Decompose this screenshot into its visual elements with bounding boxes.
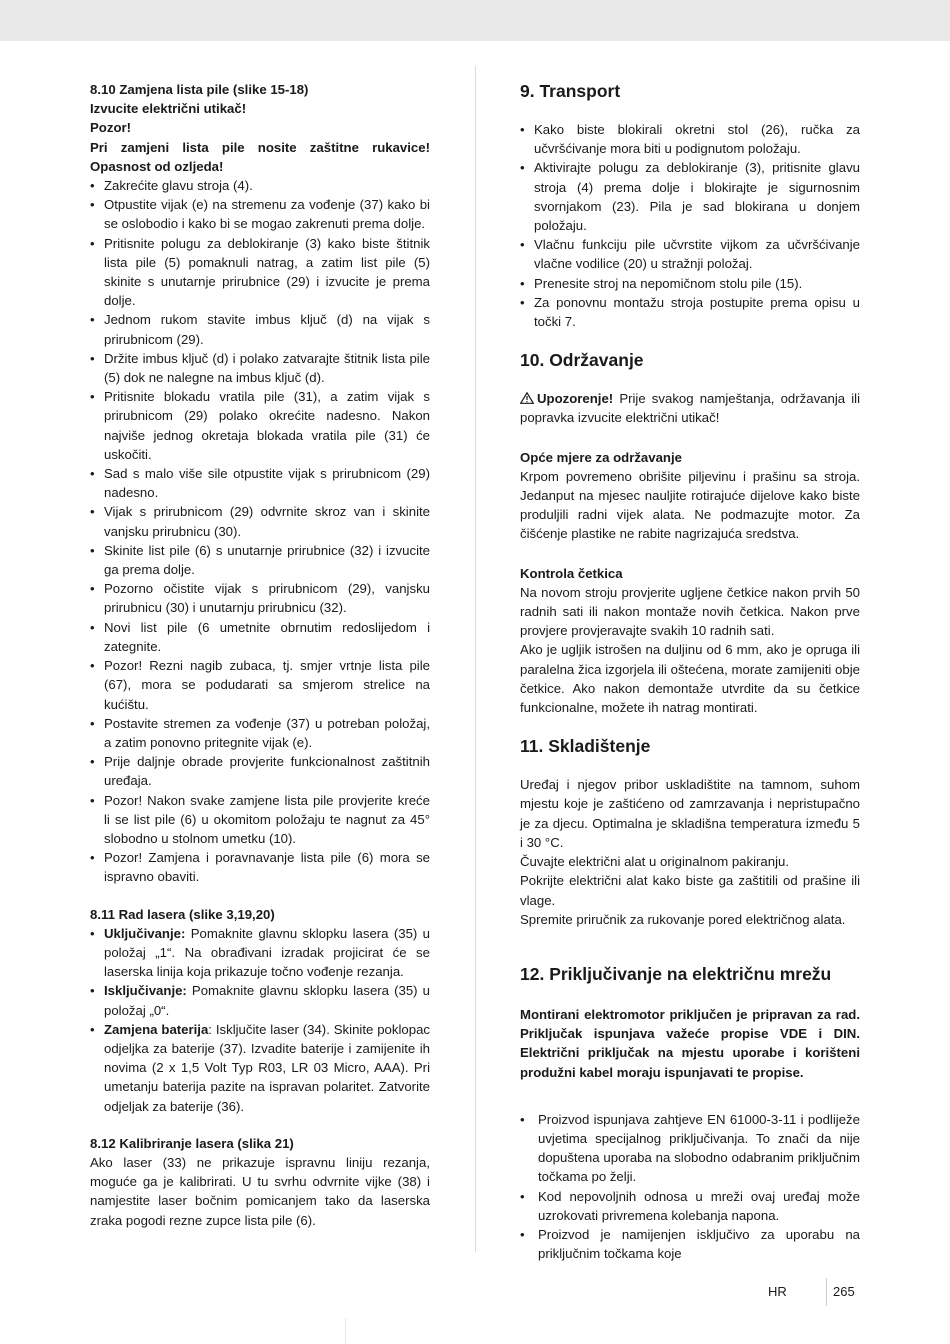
- footer-divider: [826, 1278, 827, 1306]
- footer-language: HR: [768, 1284, 787, 1299]
- list-item: • Pozor! Rezni nagib zubaca, tj. smjer vrtnje lista pile (67), mora se podudarati sa smjerom strelice na kućištu.: [90, 656, 430, 714]
- list-item: • Pritisnite blokadu vratila pile (31), a zatim vijak s prirubnicom (29) polako okrećite nadesno. Nakon najviše jednog okretaja blokada vratila pile (31) će uskočiti.: [90, 387, 430, 464]
- paragraph: Montirani elektromotor priključen je pripravan za rad. Priključak ispunjava važeće propise VDE i DIN. Električni priključak na mjestu uporabe i korišteni produžni kabel moraju ispunjavati te propise.: [520, 1006, 860, 1080]
- list-item: • Zakrećite glavu stroja (4).: [90, 176, 430, 195]
- list-item: • Sad s malo više sile otpustite vijak s prirubnicom (29) nadesno.: [90, 464, 430, 502]
- paragraph: Ako laser (33) ne prikazuje ispravnu liniju rezanja, moguće ga je kalibrirati. U tu svrhu odvrnite vijke (38) i namjestite laser bočnim pomicanjem tako da laserska zraka pogodi rezne zupce lista pile (6).: [90, 1154, 430, 1228]
- paragraph: Krpom povremeno obrišite piljevinu i prašinu sa stroja. Jedanput na mjesec nauljite rotirajuće dijelove kako biste produljili radni vijek alata. Ne podmazujte motor. Za čišćenje plastike ne rabite nagrizajuća sredstva.: [520, 468, 860, 542]
- item-text: Pomaknite glavnu sklopku lasera (35) u položaj „1“. Na obrađivani izradak projicirat će se laserska linija koja prikazuje točno vođenje rezanja.: [104, 925, 430, 980]
- list-item: • Aktivirajte polugu za deblokiranje (3), pritisnite glavu stroja (4) prema dolje i blokirajte je sigurnosnim svornjakom (23). Pila je sad blokirana u donjem položaju.: [520, 158, 860, 235]
- section-heading: 9. Transport: [520, 81, 621, 101]
- list-item: • Proizvod je namijenjen isključivo za uporabu na priključnim točkama koje: [520, 1225, 860, 1263]
- page-edge-mark: [345, 1318, 346, 1344]
- item-text: : Isključite laser (34). Skinite poklopac odjeljka za baterije (37). Izvadite baterije i zamijenite ih novima (2 x 1,5 Volt Typ R03, LR 03 Micro, AAA). Pri umetanju baterija pazite na ispravan polaritet. Zatvorite odjeljak za baterije (36).: [104, 1021, 430, 1114]
- warning-text: Prije svakog namještanja, održavanja ili popravka izvucite električni utikač!: [520, 391, 860, 426]
- list-item: • Kako biste blokirali okretni stol (26), ručka za učvršćivanje mora biti u podignutom položaju.: [520, 120, 860, 158]
- paragraph: Ako je ugljik istrošen na duljinu od 6 mm, ako je opruga ili paralelna žica izgorjela ili oštećena, morate zamijeniti obje četkice. Ako nakon demontaže utvrdite da su četkice funkcionalne, možete ih natrag montirati.: [520, 642, 860, 716]
- list-item: • Proizvod ispunjava zahtjeve EN 61000-3-11 i podliježe uvjetima specijalnog priključivanja. To znači da nije dopuštena uporaba na slobodno odabranim priključnim točkama po želji.: [520, 1110, 860, 1187]
- list-item: [90, 981, 430, 1019]
- column-divider: [475, 66, 476, 1252]
- list-item: [90, 924, 430, 982]
- list-item: • Prenesite stroj na nepomičnom stolu pile (15).: [520, 274, 860, 293]
- list-item: • Novi list pile (6 umetnite obrnutim redoslijedom i zategnite.: [90, 618, 430, 656]
- item-label: Zamjena baterija: [104, 1021, 209, 1037]
- section-8-12: [90, 1134, 430, 1230]
- section-heading: 10. Održavanje: [520, 350, 644, 371]
- paragraph: Pokrijte električni alat kako biste ga zaštitili od prašine ili vlage.: [520, 873, 860, 908]
- list-item: • Otpustite vijak (e) na stremenu za vođenje (37) kako bi se oslobodio i kako bi se mogao zakrenuti prema dolje.: [90, 195, 430, 233]
- top-bar: [0, 0, 950, 41]
- left-column: [90, 80, 430, 1230]
- list-item: • Pozorno očistite vijak s prirubnicom (29), vanjsku prirubnicu (30) i unutarnju prirubnicu (32).: [90, 579, 430, 617]
- list-item: • Kod nepovoljnih odnosa u mreži ovaj uređaj može uzrokovati privremena kolebanja napona.: [520, 1187, 860, 1225]
- warning-triangle-icon: [520, 392, 534, 404]
- paragraph: Na novom stroju provjerite ugljene četkice nakon prvih 50 radnih sati ili nakon montaže novih četkica. Nakon prve provjere provjeravajte svakih 10 radnih sati.: [520, 584, 860, 639]
- paragraph: Uređaj i njegov pribor uskladištite na tamnom, suhom mjestu koje je zaštićeno od zamrzavanja i nepristupačno je za djecu. Optimalna je skladišna temperatura između 5 i 30 °C.: [520, 777, 860, 850]
- subheading: Opće mjere za održavanje: [520, 449, 682, 465]
- list-item: • Za ponovnu montažu stroja postupite prema opisu u točki 7.: [520, 293, 860, 331]
- list-item: • Pozor! Zamjena i poravnavanje lista pile (6) mora se ispravno obaviti.: [90, 848, 430, 886]
- item-text: Pomaknite glavnu sklopku lasera (35) u položaj „0“.: [104, 983, 430, 1018]
- power-list: [520, 1110, 860, 1264]
- paragraph: Spremite priručnik za rukovanje pored električnog alata.: [520, 911, 846, 927]
- section-8-11: [90, 905, 430, 1116]
- steps-list: [90, 176, 430, 887]
- warning-label: Upozorenje!: [537, 391, 614, 407]
- section-heading: 8.11 Rad lasera (slike 3,19,20): [90, 906, 275, 922]
- section-heading: 8.10 Zamjena lista pile (slike 15-18): [90, 82, 309, 97]
- paragraph: Čuvajte električni alat u originalnom pakiranju.: [520, 854, 790, 870]
- unplug-notice: Izvucite električni utikač!: [90, 101, 247, 117]
- section-heading: 12. Priključivanje na električnu mrežu: [520, 963, 832, 984]
- list-item: • Prije daljnje obrade provjerite funkcionalnost zaštitnih uređaja.: [90, 752, 430, 790]
- laser-list: [90, 924, 430, 1116]
- right-column: [520, 80, 860, 1263]
- list-item: • Postavite stremen za vođenje (37) u potreban položaj, a zatim ponovno pritegnite vijak (e).: [90, 714, 430, 752]
- list-item: • Vijak s prirubnicom (29) odvrnite skroz van i skinite vanjsku prirubnicu (30).: [90, 502, 430, 540]
- section-8-10: [90, 80, 430, 887]
- caution-label: Pozor!: [90, 120, 132, 136]
- list-item: • Vlačnu funkciju pile učvrstite vijkom za učvršćivanje vlačne vodilice (20) u stražnji položaj.: [520, 235, 860, 273]
- section-heading: 8.12 Kalibriranje lasera (slika 21): [90, 1135, 294, 1151]
- transport-list: [520, 120, 860, 331]
- subheading: Kontrola četkica: [520, 565, 623, 581]
- list-item: • Jednom rukom stavite imbus ključ (d) na vijak s prirubnicom (29).: [90, 310, 430, 348]
- list-item: • Pritisnite polugu za deblokiranje (3) kako biste štitnik lista pile (5) pomaknuli natrag, a zatim list pile (5) skinite s unutarnje prirubnice (29) i izvucite je prema dolje.: [90, 234, 430, 311]
- warning-paragraph: [520, 389, 860, 427]
- item-label: Uključivanje:: [104, 925, 186, 941]
- page-number: 265: [833, 1284, 855, 1299]
- gloves-warning: Pri zamjeni lista pile nosite zaštitne rukavice! Opasnost od ozljeda!: [90, 139, 430, 174]
- section-heading: 11. Skladištenje: [520, 736, 651, 757]
- list-item: [90, 1020, 430, 1116]
- item-label: Isključivanje:: [104, 983, 187, 999]
- list-item: • Skinite list pile (6) s unutarnje prirubnice (32) i izvucite ga prema dolje.: [90, 541, 430, 579]
- list-item: • Pozor! Nakon svake zamjene lista pile provjerite kreće li se list pile (6) u okomitom položaju te nagnut za 45° slobodno u stolnom umetku (10).: [90, 791, 430, 849]
- list-item: • Držite imbus ključ (d) i polako zatvarajte štitnik lista pile (5) dok ne nalegne na imbus ključ (d).: [90, 349, 430, 387]
